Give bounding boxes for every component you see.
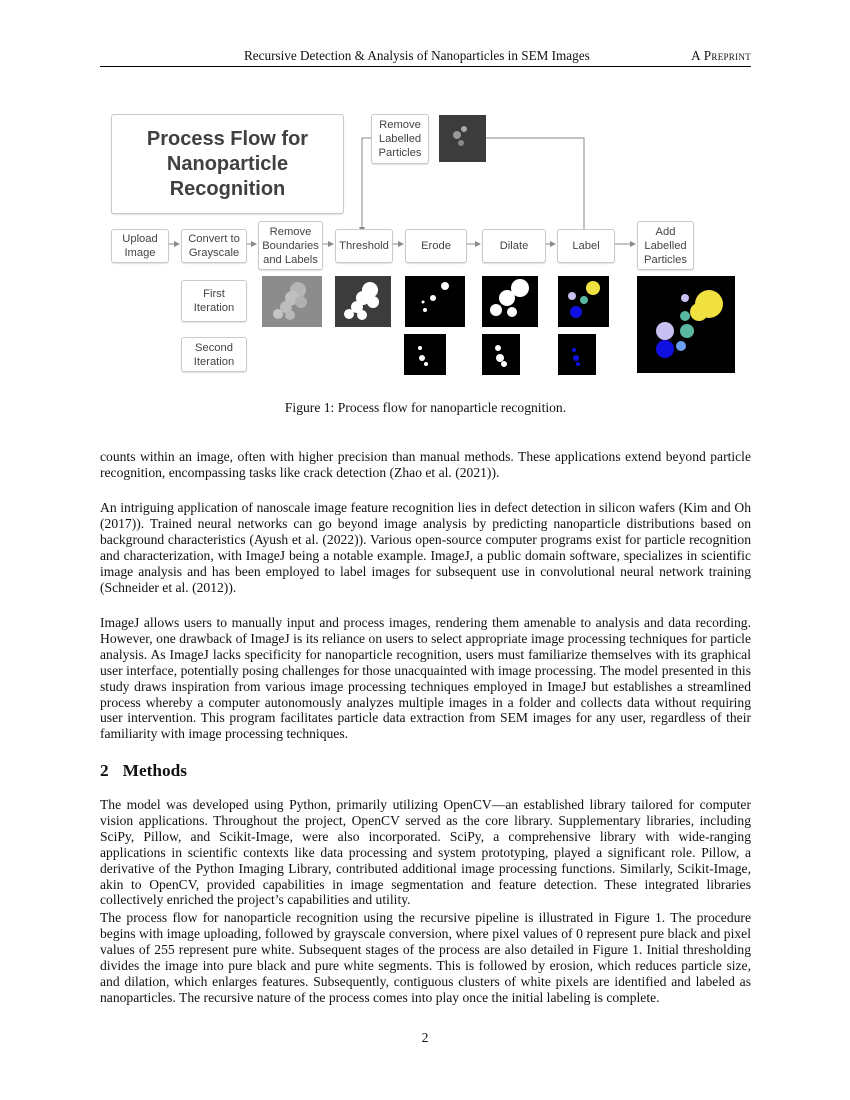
figure-1-process-flow bbox=[100, 108, 751, 388]
remove-labelled-particles-box: Remove Labelled Particles bbox=[371, 114, 429, 164]
grayscale-image bbox=[262, 276, 322, 327]
header-preprint-tag: A Preprint bbox=[691, 48, 751, 63]
section-title: Methods bbox=[122, 761, 187, 780]
label-box: Label bbox=[557, 229, 615, 263]
erode-box: Erode bbox=[405, 229, 467, 263]
second-iteration-box: Second Iteration bbox=[181, 337, 247, 372]
paragraph-2: An intriguing application of nanoscale image feature recognition lies in defect detection in silicon wafers (Kim and Oh (2017)). Trained neural networks can go beyond image analysis by predicting nanoparticle distributions based on background characteristics (Ayush et al. (2022)). Various open-source computer programs exist for particle recognition and characterization, with ImageJ being a notable example. ImageJ, a public domain software, specializes in scientific image analysis and has been employed to label images for subsequent use in convolutional neural network training (Schneider et al. (2012)). bbox=[100, 500, 751, 595]
label-image bbox=[558, 276, 609, 327]
remove-boundaries-box: Remove Boundaries and Labels bbox=[258, 221, 323, 270]
figure-title-box: Process Flow for Nanoparticle Recognition bbox=[111, 114, 344, 214]
dilate-box: Dilate bbox=[482, 229, 546, 263]
paragraph-1: counts within an image, often with higher precision than manual methods. These applications extend beyond particle recognition, encompassing tasks like crack detection (Zhao et al. (2021)). bbox=[100, 449, 751, 480]
running-header bbox=[100, 48, 751, 67]
combined-labels-image bbox=[637, 276, 735, 373]
label-image-second bbox=[558, 334, 596, 375]
first-iteration-box: First Iteration bbox=[181, 280, 247, 322]
threshold-box: Threshold bbox=[335, 229, 393, 263]
page-number: 2 bbox=[421, 1030, 429, 1045]
dilate-image-second bbox=[482, 334, 520, 375]
threshold-image bbox=[335, 276, 391, 327]
figure-caption: Figure 1: Process flow for nanoparticle recognition. bbox=[284, 400, 567, 415]
dilate-image bbox=[482, 276, 538, 327]
removed-particles-image bbox=[439, 115, 486, 162]
header-title: Recursive Detection & Analysis of Nanoparticles in SEM Images bbox=[244, 48, 590, 63]
paragraph-5: The process flow for nanoparticle recognition using the recursive pipeline is illustrated in Figure 1. The procedure begins with image uploading, followed by grayscale conversion, where pixel values of 0 represent pure black and pixel values of 255 represent pure white. Subsequent stages of the process are also detailed in Figure 1. Initial thresholding divides the image into pure black and pure white segments. This is followed by erosion, which reduces particle size, and dilation, which enlarges features. Subsequently, contiguous clusters of white pixels are identified and labeled as nanoparticles. The recursive nature of the process comes into play once the initial labeling is complete. bbox=[100, 910, 751, 1005]
convert-grayscale-box: Convert to Grayscale bbox=[181, 229, 247, 263]
erode-image-second bbox=[404, 334, 446, 375]
paragraph-4: The model was developed using Python, primarily utilizing OpenCV—an established library tailored for computer vision applications. Throughout the project, OpenCV served as the core library. Supplementary libraries, including SciPy, Pillow, and Scikit-Image, were also incorporated. SciPy, a comprehensive library with wide-ranging applications in scientific contexts like data processing and system prototyping, played a significant role. Pillow, a derivative of the Python Imaging Library, contributed additional image processing functions. Similarly, Scikit-Image, akin to OpenCV, provided capabilities in image segmentation and feature detection. These integrated libraries collectively enriched the project’s capabilities and utility. bbox=[100, 797, 751, 908]
section-number: 2 bbox=[100, 761, 109, 780]
upload-image-box: Upload Image bbox=[111, 229, 169, 263]
erode-image bbox=[405, 276, 465, 327]
paragraph-3: ImageJ allows users to manually input and process images, rendering them amenable to analysis and data recording. However, one drawback of ImageJ is its reliance on users to select appropriate image processing techniques for particle analysis. As ImageJ lacks specificity for nanoparticle recognition, users must familiarize themselves with its graphical user interface, potentially posing challenges for those unacquainted with image processing. The model presented in this study draws inspiration from various image processing techniques employed in ImageJ but establishes a streamlined process whereby a computer autonomously analyzes multiple images in a folder and collects data without requiring user intervention. This program facilitates particle data extraction from SEM images for any user, regardless of their familiarity with image processing techniques. bbox=[100, 615, 751, 742]
section-heading-methods bbox=[100, 761, 187, 781]
add-labelled-particles-box: Add Labelled Particles bbox=[637, 221, 694, 270]
